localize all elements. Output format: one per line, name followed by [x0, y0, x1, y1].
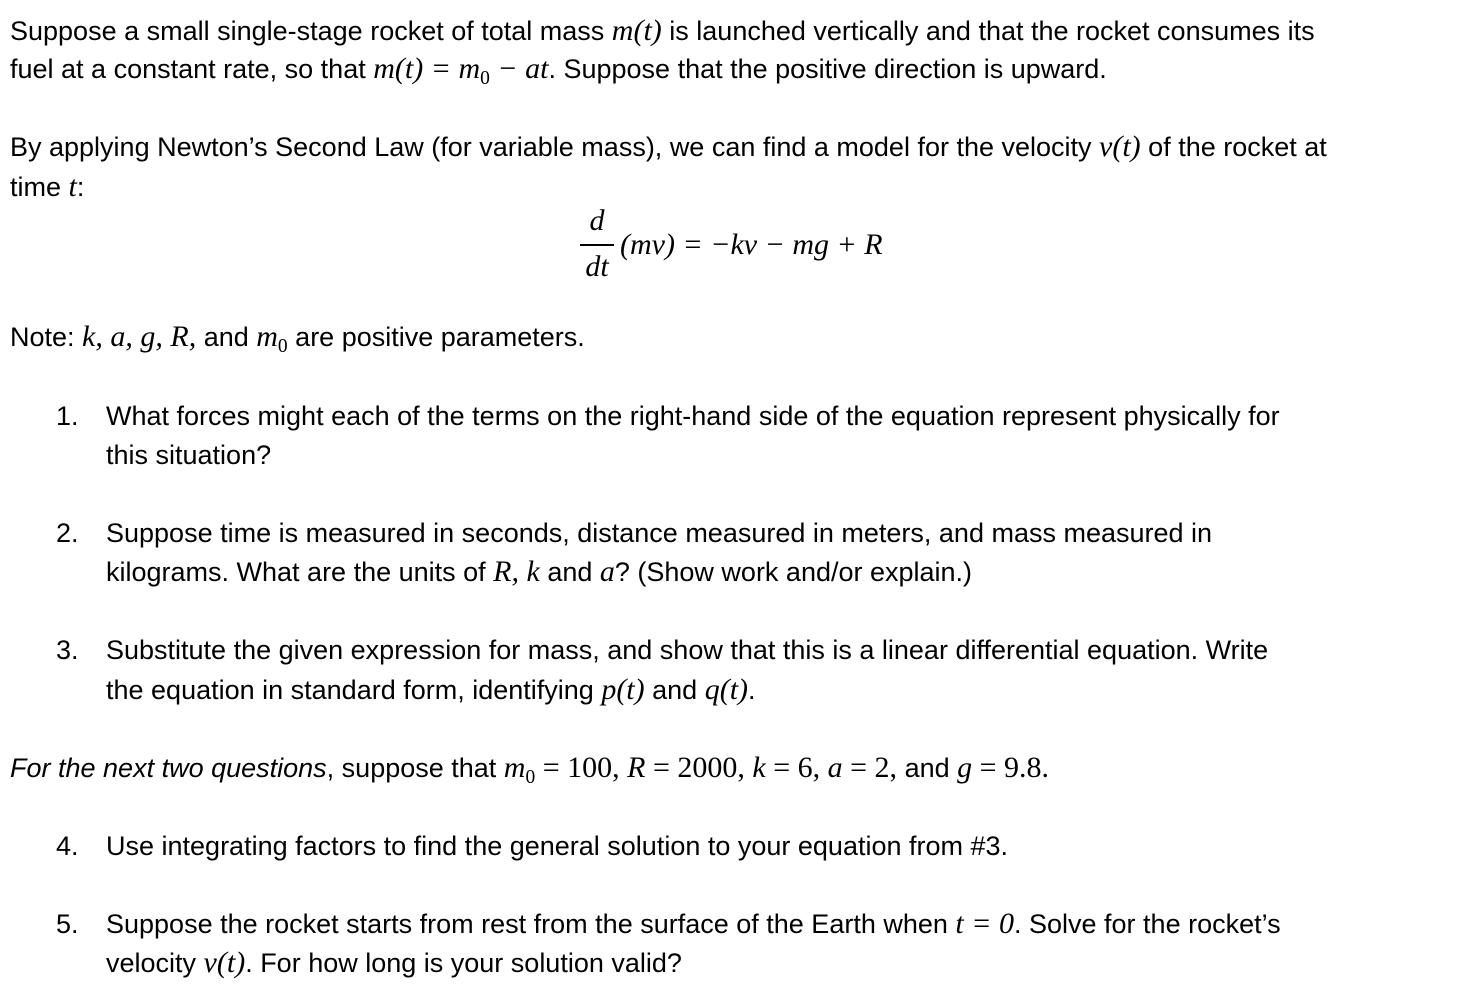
next-italic-text: For the next two questions [10, 753, 327, 783]
math-time-variable: t [68, 170, 77, 203]
next-questions-line [10, 751, 1050, 788]
intro-text: Suppose a small single-stage rocket of total mass [10, 16, 612, 46]
question-text: Suppose the rocket starts from rest from the surface of the Earth when [106, 909, 956, 939]
equation-body: (mv) = −kv − mg + R [620, 228, 883, 261]
question-number-1: 1. [56, 401, 79, 431]
question-text: the equation in standard form, identifying [106, 675, 602, 705]
math-units-vars: R, k [493, 555, 540, 588]
math-var-a: a [827, 751, 843, 784]
math-initial-mass: $m_0$ [256, 320, 288, 357]
note-text: are positive parameters. [287, 322, 585, 352]
question-1-line-1: What forces might each of the terms on the right-hand side of the equation represent physically for [106, 401, 1280, 431]
question-1-line-2: this situation? [106, 440, 272, 470]
question-text: . [748, 675, 756, 705]
math-var-R: R [627, 751, 646, 784]
next-text: , suppose that [326, 753, 504, 783]
newton-text: of the rocket at [1140, 132, 1327, 162]
math-q-of-t: q(t) [704, 673, 749, 706]
question-text: ? (Show work and/or explain.) [614, 557, 973, 587]
question-number-5: 5. [56, 909, 79, 939]
question-text: and [539, 557, 600, 587]
question-3-line-2 [106, 673, 756, 707]
question-text: . For how long is your solution valid? [245, 948, 682, 978]
newton-line-2 [10, 170, 84, 204]
question-4-line-1: Use integrating factors to find the general solution to your equation from #3. [106, 831, 1009, 861]
question-5-line-2 [106, 946, 682, 980]
intro-line-2 [10, 52, 1107, 89]
question-number-3: 3. [56, 635, 79, 665]
math-velocity-function: v(t) [203, 946, 246, 979]
question-number-4: 4. [56, 831, 79, 861]
intro-line-1 [10, 14, 1315, 48]
question-2-line-2 [106, 555, 972, 589]
note-text: and [196, 322, 257, 352]
question-3-line-1: Substitute the given expression for mass, and show that this is a linear differential equation. Write [106, 635, 1269, 665]
intro-text: fuel at a constant rate, so that [10, 54, 374, 84]
math-mass-function: m(t) [611, 14, 662, 47]
math-velocity-function: v(t) [1099, 130, 1141, 163]
newton-text: By applying Newton’s Second Law (for variable mass), we can find a model for the velocity [10, 132, 1100, 162]
math-value: = 2000, [645, 751, 753, 784]
newton-text: time [10, 172, 69, 202]
math-m0-value: $m_0$ [503, 751, 536, 788]
fraction-denominator: dt [585, 250, 609, 283]
next-text: and [897, 753, 958, 783]
newton-line-1 [10, 130, 1327, 164]
fraction-bar [580, 244, 614, 246]
fraction-numerator: d [589, 204, 605, 237]
question-text: velocity [106, 948, 204, 978]
math-value: = 6, [765, 751, 828, 784]
note-label: Note: [10, 322, 83, 352]
math-initial-time: t = 0 [955, 907, 1014, 940]
intro-text: . Suppose that the positive direction is upward. [548, 54, 1107, 84]
math-parameters: k, a, g, R, [82, 320, 197, 353]
math-value: = 100, [535, 751, 628, 784]
math-value: = 9.8. [972, 751, 1050, 784]
math-value: = 2, [842, 751, 898, 784]
intro-text: is launched vertically and that the rocket consumes its [661, 16, 1315, 46]
newton-text: : [76, 172, 85, 202]
question-text: and [644, 675, 705, 705]
question-number-2: 2. [56, 518, 79, 548]
question-text: . Solve for the rocket’s [1014, 909, 1281, 939]
math-var-k: k [752, 751, 766, 784]
math-var-g: g [957, 751, 973, 784]
math-mass-equation: $m(t) = m_0$ − at [373, 52, 549, 89]
note-line [10, 320, 585, 357]
math-rate-var: a [599, 555, 615, 588]
question-text: kilograms. What are the units of [106, 557, 494, 587]
question-2-line-1: Suppose time is measured in seconds, distance measured in meters, and mass measured in [106, 518, 1213, 548]
question-5-line-1 [106, 907, 1281, 941]
math-p-of-t: p(t) [601, 673, 645, 706]
